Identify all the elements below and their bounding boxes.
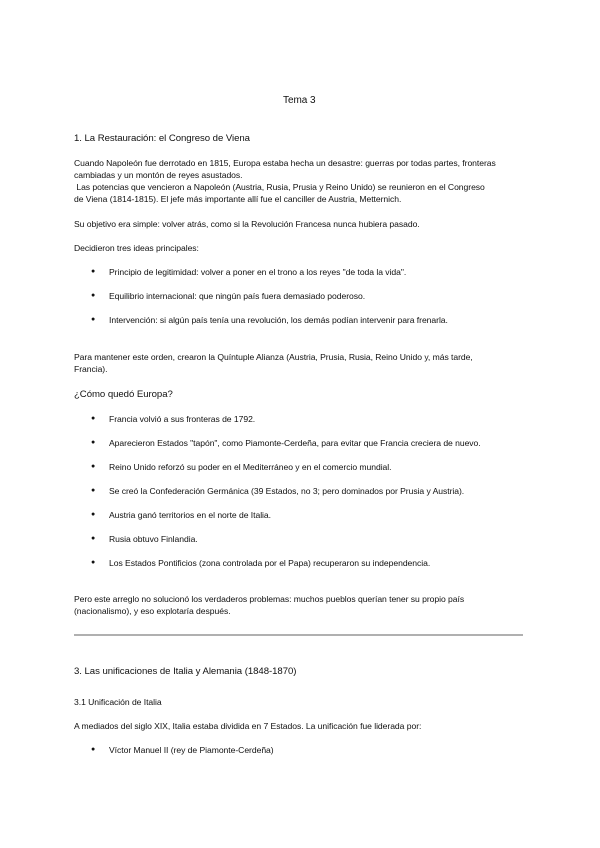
document-title: Tema 3 [283, 95, 316, 106]
bullet-icon: ● [91, 463, 96, 470]
bullet-icon: ● [91, 415, 96, 422]
list-item: Francia volvió a sus fronteras de 1792. [109, 414, 256, 424]
paragraph-line: cambiadas y un montón de reyes asustados. [74, 170, 243, 180]
list-item: Intervención: si algún país tenía una revolución, los demás podían intervenir para frenarla. [109, 315, 448, 325]
paragraph-line: Las potencias que vencieron a Napoleón (Austria, Rusia, Prusia y Reino Unido) se reunieron en el Congreso [74, 182, 485, 192]
horizontal-divider [74, 634, 523, 636]
bullet-icon: ● [91, 292, 96, 299]
paragraph: A mediados del siglo XIX, Italia estaba dividida en 7 Estados. La unificación fue liderada por: [74, 721, 422, 731]
question-heading: ¿Cómo quedó Europa? [74, 389, 173, 400]
section-3-heading: 3. Las unificaciones de Italia y Alemania (1848-1870) [74, 666, 297, 677]
paragraph: Su objetivo era simple: volver atrás, como si la Revolución Francesa nunca hubiera pasado. [74, 219, 420, 229]
paragraph-line: Francia). [74, 364, 108, 374]
bullet-icon: ● [91, 535, 96, 542]
paragraph-line: (nacionalismo), y eso explotaría después. [74, 606, 231, 616]
list-item: Los Estados Pontificios (zona controlada por el Papa) recuperaron su independencia. [109, 558, 431, 568]
list-item: Austria ganó territorios en el norte de Italia. [109, 510, 271, 520]
paragraph-line: de Viena (1814-1815). El jefe más importante allí fue el canciller de Austria, Metternich. [74, 194, 402, 204]
bullet-icon: ● [91, 487, 96, 494]
list-item: Reino Unido reforzó su poder en el Mediterráneo y en el comercio mundial. [109, 462, 392, 472]
paragraph-line: Para mantener este orden, crearon la Quíntuple Alianza (Austria, Prusia, Rusia, Reino Unido y, más tarde, [74, 352, 473, 362]
bullet-icon: ● [91, 746, 96, 753]
list-item: Rusia obtuvo Finlandia. [109, 534, 198, 544]
paragraph-line: Pero este arreglo no solucionó los verdaderos problemas: muchos pueblos querían tener su propio país [74, 594, 465, 604]
bullet-icon: ● [91, 511, 96, 518]
list-item: Equilibrio internacional: que ningún país fuera demasiado poderoso. [109, 291, 366, 301]
bullet-icon: ● [91, 316, 96, 323]
list-item: Víctor Manuel II (rey de Piamonte-Cerdeña) [109, 745, 274, 755]
section-1-heading: 1. La Restauración: el Congreso de Viena [74, 133, 250, 144]
bullet-icon: ● [91, 268, 96, 275]
bullet-icon: ● [91, 559, 96, 566]
bullet-icon: ● [91, 439, 96, 446]
list-item: Se creó la Confederación Germánica (39 Estados, no 3; pero dominados por Prusia y Austria). [109, 486, 465, 496]
list-item: Principio de legitimidad: volver a poner en el trono a los reyes "de toda la vida". [109, 267, 407, 277]
list-item: Aparecieron Estados "tapón", como Piamonte-Cerdeña, para evitar que Francia creciera de nuevo. [109, 438, 481, 448]
subsection-heading: 3.1 Unificación de Italia [74, 697, 162, 707]
paragraph: Decidieron tres ideas principales: [74, 243, 199, 253]
paragraph-line: Cuando Napoleón fue derrotado en 1815, Europa estaba hecha un desastre: guerras por todas partes, fronteras [74, 158, 496, 168]
